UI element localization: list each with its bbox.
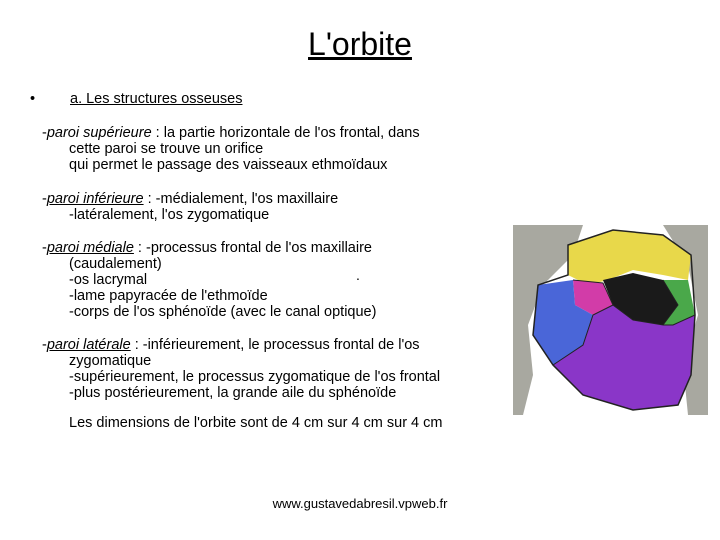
line: qui permet le passage des vaisseaux ethmoïdaux	[69, 157, 388, 173]
section-title: a. Les structures osseuses	[70, 91, 243, 107]
paroi-superieure	[42, 125, 420, 173]
paroi-laterale	[42, 337, 440, 401]
prefix: -	[42, 125, 47, 141]
line: -plus postérieurement, la grande aile du sphénoïde	[69, 385, 397, 401]
line: : -médialement, l'os maxillaire	[143, 191, 339, 207]
line: : -inférieurement, le processus frontal de l'os	[130, 337, 420, 353]
term-superieure: paroi supérieure	[46, 125, 152, 141]
line: cette paroi se trouve un orifice	[69, 141, 264, 157]
line: -os lacrymal	[69, 272, 148, 288]
line: : la partie horizontale de l'os frontal, dans	[151, 125, 420, 141]
paroi-mediale	[42, 240, 376, 320]
line: -corps de l'os sphénoïde (avec le canal optique)	[69, 304, 377, 320]
stray-dot: .	[356, 267, 360, 283]
bullet-marker: •	[30, 91, 36, 107]
prefix: -	[42, 191, 47, 207]
orbit-illustration	[513, 225, 708, 415]
term-inferieure: paroi inférieure	[46, 191, 144, 207]
term-laterale: paroi latérale	[46, 337, 131, 353]
line: zygomatique	[69, 353, 152, 369]
line: (caudalement)	[69, 256, 162, 272]
line: -latéralement, l'os zygomatique	[69, 207, 270, 223]
section-heading	[30, 90, 242, 108]
line: : -processus frontal de l'os maxillaire	[133, 240, 372, 256]
footer-url	[0, 496, 720, 511]
page-title: L'orbite	[308, 26, 412, 62]
prefix: -	[42, 337, 47, 353]
footer-text: www.gustavedabresil.vpweb.fr	[272, 496, 448, 511]
paroi-inferieure	[42, 191, 338, 223]
line: -supérieurement, le processus zygomatique de l'os frontal	[69, 369, 441, 385]
dimensions-text: Les dimensions de l'orbite sont de 4 cm sur 4 cm sur 4 cm	[69, 415, 443, 431]
line: -lame papyracée de l'ethmoïde	[69, 288, 268, 304]
prefix: -	[42, 240, 47, 256]
term-mediale: paroi médiale	[46, 240, 134, 256]
